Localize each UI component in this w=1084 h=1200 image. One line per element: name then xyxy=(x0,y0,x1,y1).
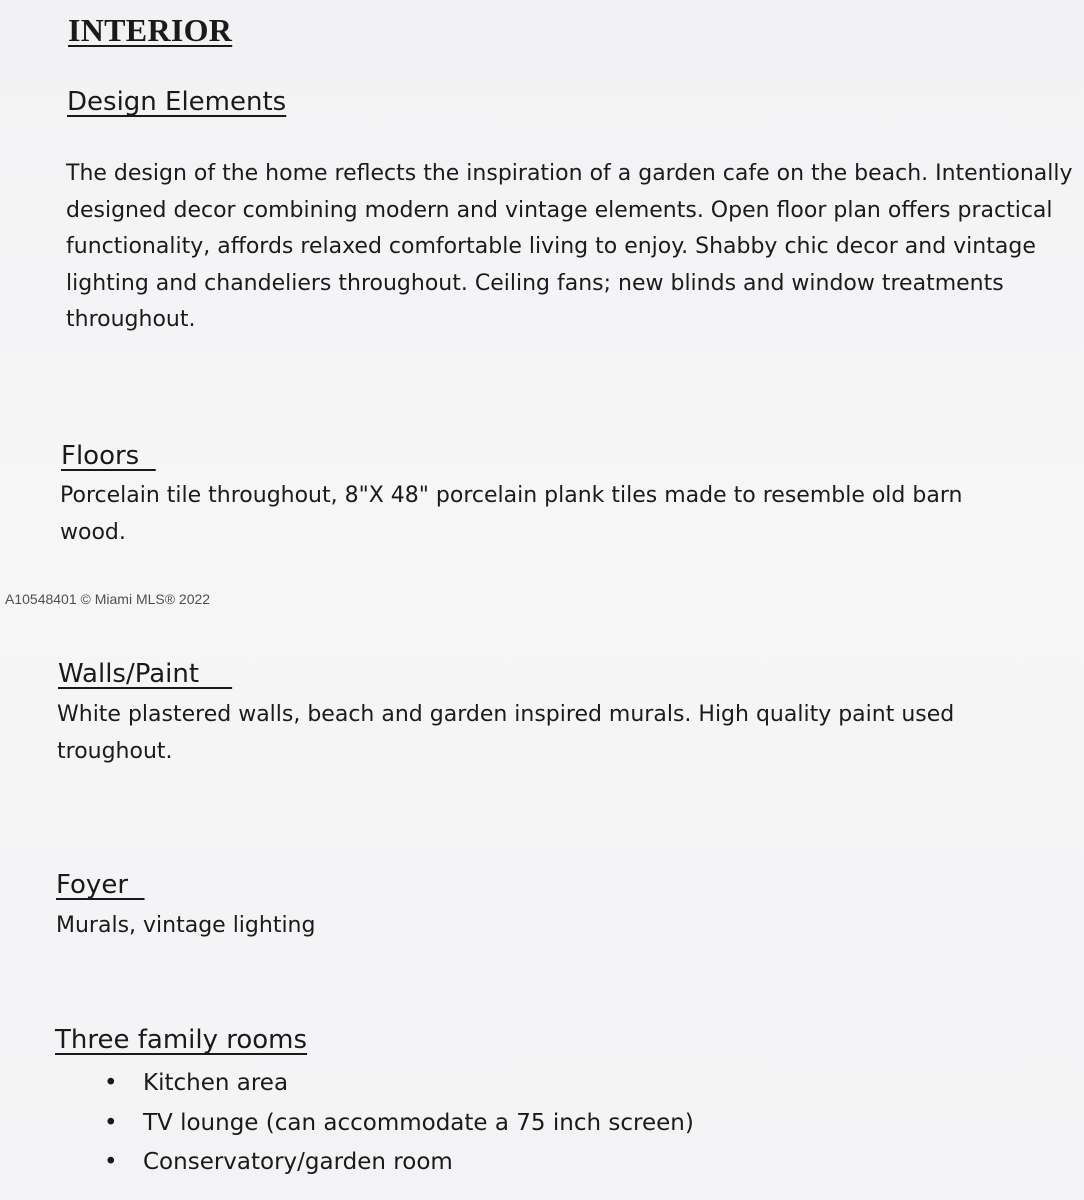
floors-heading: Floors xyxy=(61,441,156,471)
family-rooms-list xyxy=(104,1064,694,1183)
foyer-heading: Foyer xyxy=(56,870,145,900)
floors-text: Porcelain tile throughout, 8"X 48" porcelain plank tiles made to resemble old barn wood. xyxy=(60,483,963,545)
design-elements-heading: Design Elements xyxy=(67,87,287,117)
list-item: • Kitchen area xyxy=(104,1064,694,1104)
walls-paint-text: White plastered walls, beach and garden inspired murals. High quality paint used troughout. xyxy=(57,702,955,764)
mls-watermark: A10548401 © Miami MLS® 2022 xyxy=(5,591,211,607)
document-title: INTERIOR xyxy=(68,12,233,48)
walls-paint-heading: Walls/Paint xyxy=(58,659,233,689)
foyer-text: Murals, vintage lighting xyxy=(56,913,316,938)
list-item: • Conservatory/garden room xyxy=(104,1143,694,1183)
list-item: • TV lounge (can accommodate a 75 inch screen) xyxy=(104,1104,694,1144)
family-rooms-heading: Three family rooms xyxy=(55,1025,308,1055)
design-elements-text: The design of the home reflects the inspiration of a garden cafe on the beach. Intentionally designed decor combining modern and vintage elements. Open floor plan offers practical functionality, affords relaxed comfortable living to enjoy. Shabby chic decor and vintage lighting and chandeliers throughout. Ceiling fans; new blinds and window treatments throughout. xyxy=(66,161,1073,332)
